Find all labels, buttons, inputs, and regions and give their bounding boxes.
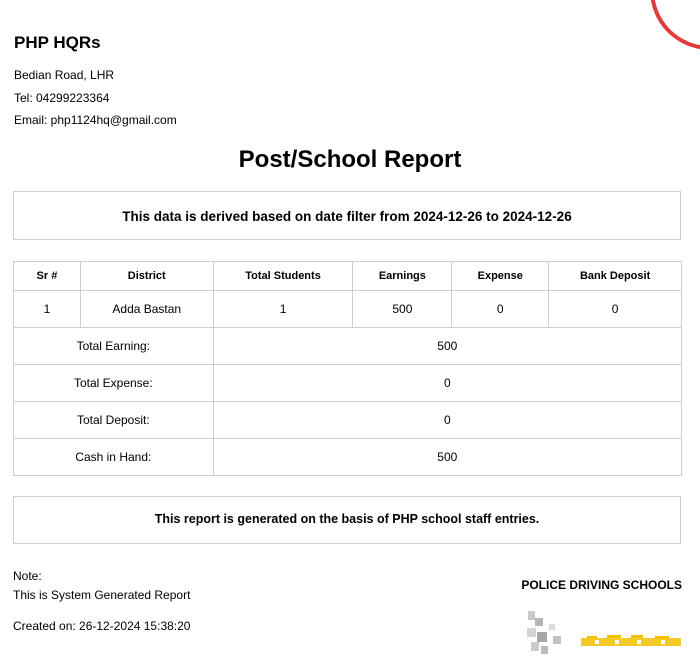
table-header-row: [14, 262, 682, 291]
date-filter-text: This data is derived based on date filter from 2024-12-26 to 2024-12-26: [122, 209, 572, 224]
summary-label: Total Deposit:: [14, 402, 214, 439]
summary-row-cash-in-hand: [14, 439, 682, 476]
summary-value: 500: [213, 328, 681, 365]
column-header-district: District: [80, 262, 213, 291]
organization-email: Email: php1124hq@gmail.com: [14, 113, 177, 127]
organization-name: PHP HQRs: [14, 33, 101, 52]
cell-district: Adda Bastan: [80, 291, 213, 328]
column-header-total-students: Total Students: [213, 262, 353, 291]
summary-row-total-earning: [14, 328, 682, 365]
summary-label: Total Earning:: [14, 328, 214, 365]
summary-row-total-expense: [14, 365, 682, 402]
signature-stamp-icon: [525, 608, 685, 658]
column-header-earnings: Earnings: [353, 262, 452, 291]
column-header-sr: Sr #: [14, 262, 81, 291]
column-header-bank-deposit: Bank Deposit: [549, 262, 682, 291]
report-basis-box: [13, 496, 681, 544]
cell-total-students: 1: [213, 291, 353, 328]
report-basis-text: This report is generated on the basis of PHP school staff entries.: [154, 512, 540, 526]
organization-address: Bedian Road, LHR: [14, 68, 115, 82]
summary-value: 0: [213, 402, 681, 439]
summary-label: Total Expense:: [14, 365, 214, 402]
cell-earnings: 500: [353, 291, 452, 328]
cell-expense: 0: [452, 291, 549, 328]
report-table: [13, 261, 682, 476]
column-header-expense: Expense: [452, 262, 549, 291]
cell-sr: 1: [14, 291, 81, 328]
table-row: [14, 291, 682, 328]
report-title: Post/School Report: [238, 146, 462, 173]
note-text: This is System Generated Report: [13, 588, 191, 602]
cell-bank-deposit: 0: [549, 291, 682, 328]
summary-value: 500: [213, 439, 681, 476]
corner-decoration: [650, 0, 700, 50]
organization-tel: Tel: 04299223364: [14, 91, 110, 105]
summary-row-total-deposit: [14, 402, 682, 439]
created-on: Created on: 26-12-2024 15:38:20: [13, 619, 191, 633]
summary-value: 0: [213, 365, 681, 402]
signature-organization: POLICE DRIVING SCHOOLS: [521, 578, 682, 592]
summary-label: Cash in Hand:: [14, 439, 214, 476]
note-label: Note:: [13, 569, 42, 583]
date-filter-box: [13, 191, 681, 240]
